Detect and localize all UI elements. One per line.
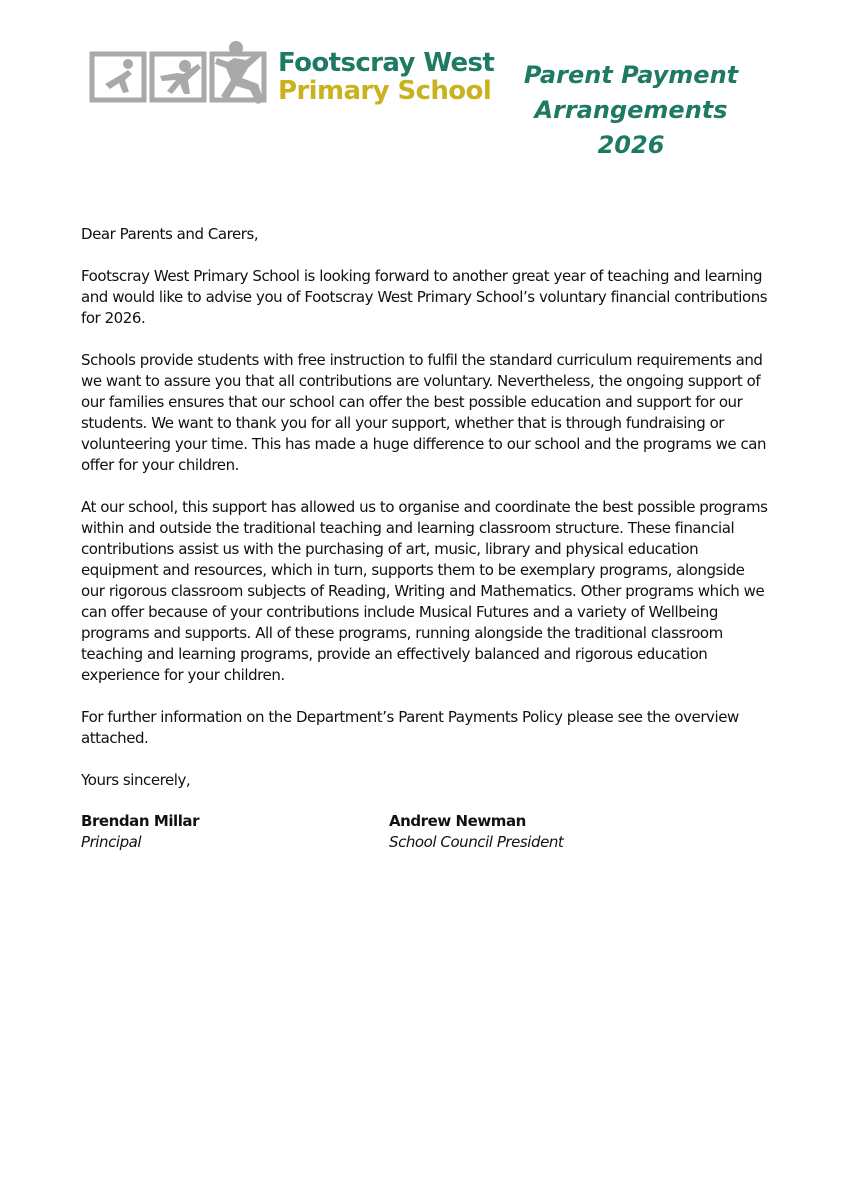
signatory-name: Andrew Newman: [389, 812, 526, 830]
logo-school-name-line2: Primary School: [278, 76, 492, 106]
signatory-council-president: [389, 811, 697, 853]
school-logo: [88, 40, 495, 114]
signatory-principal: [81, 811, 389, 853]
document-title: [505, 58, 757, 163]
closing: Yours sincerely,: [81, 771, 191, 789]
paragraph-programs: At our school, this support has allowed us to organise and coordinate the best possible programs within and outside the traditional teaching and learning classroom structure. These financial contributions assist us with the purchasing of art, music, library and physical education equipment and resources, which in turn, supports them to be exemplary programs, alongside our rigorous classroom subjects of Reading, Writing and Mathematics. Other programs which we can offer because of your contributions include Musical Futures and a variety of Wellbeing programs and supports. All of these programs, running alongside the traditional classroom teaching and learning programs, provide an effectively balanced and rigorous education experience for your children.: [81, 498, 768, 684]
letter-body: [81, 224, 771, 853]
document-title-line1: Parent Payment: [523, 61, 739, 89]
signature-block: [81, 811, 771, 853]
paragraph-voluntary-contributions: Schools provide students with free instruction to fulfil the standard curriculum requirements and we want to assure you that all contributions are voluntary. Nevertheless, the ongoing support of our families ensures that our school can offer the best possible education and support for our students. We want to thank you for all your support, whether that is through fundraising or volunteering your time. This has made a huge difference to our school and the programs we can offer for your children.: [81, 351, 767, 474]
document-title-line2: Arrangements: [534, 96, 728, 124]
paragraph-intro: Footscray West Primary School is looking forward to another great year of teaching and learning and would like to advise you of Footscray West Primary School’s voluntary financial contributions for 2026.: [81, 267, 768, 327]
logo-school-name-line1: Footscray West: [278, 48, 495, 78]
signatory-name: Brendan Millar: [81, 812, 200, 830]
signatory-title: School Council President: [389, 833, 564, 851]
signatory-title: Principal: [81, 833, 142, 851]
salutation: Dear Parents and Carers,: [81, 225, 259, 243]
paragraph-further-information: For further information on the Department’s Parent Payments Policy please see the overview attached.: [81, 708, 739, 747]
children-silhouettes-logo-icon: [88, 40, 278, 114]
document-title-year: 2026: [597, 131, 665, 159]
